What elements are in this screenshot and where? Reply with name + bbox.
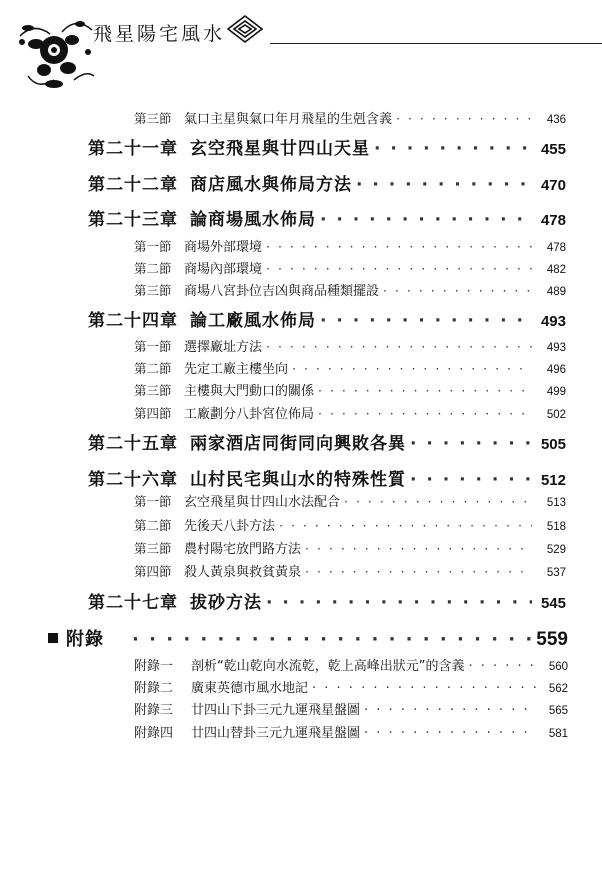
appendix-item-page: 562: [548, 683, 568, 695]
entry-label: 第二節: [134, 261, 172, 276]
leader-dots: [305, 541, 532, 556]
entry-page: 512: [540, 472, 566, 489]
entry-title: 殺人黃泉與救貧黃泉: [184, 565, 302, 580]
toc-chapter-row[interactable]: [88, 205, 566, 230]
entry-page: 513: [546, 497, 566, 509]
entry-title: 選擇廠址方法: [184, 340, 263, 355]
toc-section-row[interactable]: [134, 236, 566, 255]
entry-page: 496: [546, 364, 566, 376]
leader-dots: [410, 434, 532, 454]
appendix-page: 559: [536, 629, 568, 650]
toc-section-row[interactable]: [134, 280, 566, 299]
toc-section-row[interactable]: [134, 403, 566, 422]
entry-label: 第一節: [134, 494, 172, 509]
entry-page: 436: [546, 114, 566, 126]
toc-section-row[interactable]: [134, 358, 566, 377]
entry-label: 第四節: [134, 406, 172, 421]
leader-dots: [312, 681, 536, 696]
leader-dots: [468, 659, 536, 674]
leader-dots: [383, 283, 532, 298]
leader-dots: [318, 383, 532, 398]
entry-label: 第二十四章: [88, 311, 178, 331]
entry-title: 氣口主星與氣口年月飛星的生剋含義: [184, 112, 393, 127]
toc-section-row[interactable]: [134, 336, 566, 355]
appendix-item-label: 附錄二: [134, 681, 174, 696]
appendix-item-page: 560: [548, 661, 568, 673]
entry-label: 第二節: [134, 518, 172, 533]
appendix-item-page: 581: [548, 728, 568, 740]
entry-title: 商店風水與佈局方法: [190, 175, 352, 195]
entry-title: 工廠劃分八卦宮位佈局: [184, 407, 315, 422]
toc-chapter-row[interactable]: [88, 306, 566, 331]
entry-label: 第二十一章: [88, 139, 178, 159]
book-title: 飛星陽宅風水: [93, 23, 226, 45]
entry-page: 502: [546, 409, 566, 421]
entry-title: 先定工廠主樓坐向: [184, 362, 289, 377]
entry-title: 拔砂方法: [190, 593, 262, 613]
leader-dots: [364, 703, 536, 718]
entry-page: 493: [540, 313, 566, 330]
appendix-item-label: 附錄一: [134, 659, 174, 674]
entry-page: 482: [546, 264, 566, 276]
entry-page: 537: [546, 567, 566, 579]
leader-dots: [364, 726, 536, 741]
leader-dots: [396, 111, 532, 126]
entry-page: 489: [546, 286, 566, 298]
appendix-label: 附錄: [48, 625, 128, 651]
entry-page: 529: [546, 544, 566, 556]
entry-label: 第三節: [134, 383, 172, 398]
entry-title: 商場內部環境: [184, 262, 263, 277]
toc-section-row[interactable]: [134, 491, 566, 510]
appendix-item-title: 廿四山下卦三元九運飛星盤圖: [191, 703, 361, 718]
entry-title: 先後天八卦方法: [184, 519, 276, 534]
toc-section-row[interactable]: [134, 380, 566, 399]
entry-label: 第二十三章: [88, 210, 178, 230]
entry-label: 第二十二章: [88, 175, 178, 195]
entry-label: 第二十五章: [88, 434, 178, 454]
entry-label: 第二節: [134, 361, 172, 376]
leader-dots: [305, 564, 532, 579]
entry-title: 山村民宅與山水的特殊性質: [190, 470, 406, 490]
diamond-ornament-icon: [226, 14, 264, 44]
square-bullet-icon: [48, 633, 58, 643]
entry-page: 493: [546, 342, 566, 354]
floral-ornament-icon: [14, 10, 98, 90]
entry-title: 論工廠風水佈局: [190, 311, 316, 331]
appendix-item-row[interactable]: [134, 677, 568, 696]
leader-dots: [356, 175, 532, 195]
entry-page: 499: [546, 386, 566, 398]
appendix-item-row[interactable]: [134, 722, 568, 741]
entry-title: 主樓與大門動口的關係: [184, 384, 315, 399]
appendix-item-page: 565: [548, 705, 568, 717]
appendix-item-title: 剖析“乾山乾向水流乾，乾上高峰出狀元”的含義: [191, 659, 465, 674]
toc-chapter-row[interactable]: [88, 588, 566, 613]
entry-label: 第三節: [134, 111, 172, 126]
entry-label: 第四節: [134, 564, 172, 579]
header-rule: [270, 43, 602, 44]
toc-section-row[interactable]: [134, 561, 566, 580]
leader-dots: [292, 361, 532, 376]
toc-section-row[interactable]: [134, 538, 566, 557]
entry-title: 玄空飛星與廿四山水法配合: [184, 495, 341, 510]
toc-chapter-row[interactable]: [88, 465, 566, 490]
leader-dots: [266, 261, 532, 276]
leader-dots: [410, 470, 532, 490]
entry-page: 470: [540, 177, 566, 194]
leader-dots: [318, 406, 532, 421]
leader-dots: [132, 629, 532, 650]
appendix-item-label: 附錄四: [134, 726, 174, 741]
entry-title: 農村陽宅放門路方法: [184, 542, 302, 557]
toc-chapter-row[interactable]: [88, 134, 566, 159]
entry-page: 455: [540, 141, 566, 158]
appendix-item-title: 廣東英德市風水地記: [191, 681, 309, 696]
leader-dots: [279, 518, 532, 533]
appendix-heading[interactable]: [48, 625, 568, 651]
toc-section-row[interactable]: [134, 515, 566, 534]
entry-page: 478: [540, 212, 566, 229]
appendix-item-title: 廿四山替卦三元九運飛星盤圖: [191, 726, 361, 741]
entry-title: 商場外部環境: [184, 240, 263, 255]
entry-page: 478: [546, 242, 566, 254]
toc-section-row[interactable]: [134, 258, 566, 277]
entry-label: 第一節: [134, 239, 172, 254]
entry-label: 第二十六章: [88, 470, 178, 490]
entry-page: 505: [540, 436, 566, 453]
leader-dots: [320, 311, 532, 331]
leader-dots: [320, 210, 532, 230]
leader-dots: [266, 339, 532, 354]
page-header: [0, 0, 602, 100]
entry-page: 518: [546, 521, 566, 533]
leader-dots: [266, 593, 532, 613]
leader-dots: [344, 494, 532, 509]
leader-dots: [266, 239, 532, 254]
toc-chapter-row[interactable]: [88, 429, 566, 454]
toc-chapter-row[interactable]: [88, 170, 566, 195]
entry-page: 545: [540, 595, 566, 612]
entry-title: 商場八宮卦位吉凶與商品種類擺設: [184, 284, 380, 299]
appendix-item-row[interactable]: [134, 699, 568, 718]
entry-label: 第一節: [134, 339, 172, 354]
appendix-item-label: 附錄三: [134, 703, 174, 718]
entry-title: 兩家酒店同街同向興敗各異: [190, 434, 406, 454]
entry-title: 玄空飛星與廿四山天星: [190, 139, 370, 159]
appendix-item-row[interactable]: [134, 655, 568, 674]
entry-label: 第三節: [134, 283, 172, 298]
entry-label: 第三節: [134, 541, 172, 556]
toc-section-row[interactable]: [134, 108, 566, 127]
entry-label: 第二十七章: [88, 593, 178, 613]
leader-dots: [374, 139, 532, 159]
entry-title: 論商場風水佈局: [190, 210, 316, 230]
